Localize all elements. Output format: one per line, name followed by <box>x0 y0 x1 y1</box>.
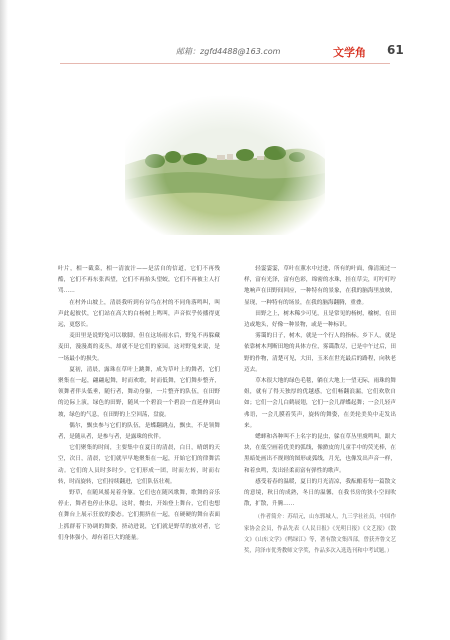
paragraph: 偶尔，飘虫参与它们的队伍，是蝶翻跳点，飘虫，不是领舞者，是随从者，是参与者，是露珠的伙伴。 <box>58 422 220 441</box>
paragraph: 夏初，清晨，露珠在草叶上跳舞，成为草叶上的舞者，它们聚集在一起，翩翩起舞，时而欢歌，时而低舞，它们舞步整齐，领舞者伴头低垂，随行者，舞动身躯，一片整齐的队伍，在田野的边际上演，绿色的田野，随风一个碧浪一个碧浪一直延伸到山坡，绿色的气息，在田野的上空回荡，盘旋。 <box>58 366 220 418</box>
paragraph: 雾霭的日子，树木，就是一个行人的指标。乡下人，就是依靠树木判断田地的具体方位，雾霭散尽，已是中午过后，田野的作物，清楚可见，大田，玉米在世光最后的路程，向秋老迈去。 <box>244 333 396 373</box>
paragraph: 麦田里是说野兔可以歇脚，但在这场雨水后，野兔不再躲藏麦田，漫漫离的麦丛，却就不是它们的家园。这对野兔来说，是一场最小的损失。 <box>58 333 220 362</box>
author-bio: （作者简介：苏绍元，山东郓城人，九三学社社员，中国作家协会会员，作品先表《人民日报》《光明日报》《文艺报》《散文》《山东文学》《鸭绿江》等，著有散文集四部，曾获齐鲁文艺奖，菏泽市优秀教师文学奖，作品多次入选选刊和中考试题。） <box>244 514 396 555</box>
left-text-column <box>58 264 220 544</box>
editor-email: 邮箱：zgfd4488@163.com <box>176 47 281 56</box>
paragraph: 它们聚集的时间，主要集中在夏日的清晨，白日，晴朗的天空，次日，清晨，它们就早早地聚集在一起，开始它们的律舞活动。它们的人员时多时少，它们形成一团，时而左转，时而右转，时而旋转，它们持续翻进，它们队伍壮观。 <box>58 445 220 485</box>
paragraph: 感受着春的温暖，夏日的月光清凉，我酝酿着每一篇散文的意境，秋日的成熟，冬日的温馨，在我书房的狭小空间吹散，扩散，升腾…… <box>244 478 396 508</box>
paragraph: 轻霎霎霎，草叶在薰水中过进，所有的叶面，像清流过一样，富有光泽，富有色彩，绵密的水珠，挂在草尖，叮咛叮咛地响声在田野间回应，一种特有的景象，在我的脑海里放映，显现，一种特有的场景，在我的脑海翻腾，重叠。 <box>244 266 396 306</box>
paragraph: 在村外山坡上，清晨我听到有谷鸟在村的不同角落鸣叫，叫声此起彼伏，它们站在高大的白杨树上鸣叫，声音似乎传播得更远，更悠长。 <box>58 299 220 329</box>
paragraph: 蟋蟀和各种叫不上名字的昆虫，躲在草丛里虞鸣叫，跟大块，在低空画着优美的弧线，像掀皮的儿童手中的荧光棒，在黑暗处画出不规则的图形或弧线，月光，也像发出声音一样，和着虫鸣，发出轻柔而富有弹性的歌声。 <box>244 434 396 474</box>
right-text-column <box>244 264 396 557</box>
paragraph: 田野之上，树木稀少可见，且是常见的杨树，榆树，在田边或地头，好像一种景物，或是一种标识。 <box>244 310 396 329</box>
page-binding-shadow <box>0 0 8 640</box>
landscape-illustration <box>125 95 325 235</box>
page-number: 61 <box>387 43 404 57</box>
section-title: 文学角 <box>333 46 366 59</box>
paragraph: 叶片，相一截菜，相一清波汁——是活自的信道，它们不再残酷，它们不再东张西望，它们不再抬头望蛟，它们不再被主人打骂…… <box>58 266 220 295</box>
paragraph: 野草，在随风摇晃着身躯。它们也在随风歌舞，歌舞的音乐停止，舞者也停止休息，这时，餐虫，开始登上舞台，它们也想在舞台上展示狂放的姿态。它们拥挤在一起，在硬硬的舞台表面上抓群着下协调的舞姿，挤动进说，它们就是野草的放对者，它们身体强小，却有着巨大的能量。 <box>58 490 220 541</box>
page-header <box>0 44 450 60</box>
paragraph: 草木很大地的绿色毛毯，躺在大地上一望无际，雨珠的舞姐，就有了得天独厚的优越感，它们畅翻浪漏，它们欢欣自如；它们一会儿白鹤展翅，它们一会儿群蝶起舞；一会儿轻声弗语，一会儿膜着笑声，旋转的舞姿，在美轮美奂中走发出来。 <box>244 378 396 429</box>
header-rule <box>60 63 390 64</box>
